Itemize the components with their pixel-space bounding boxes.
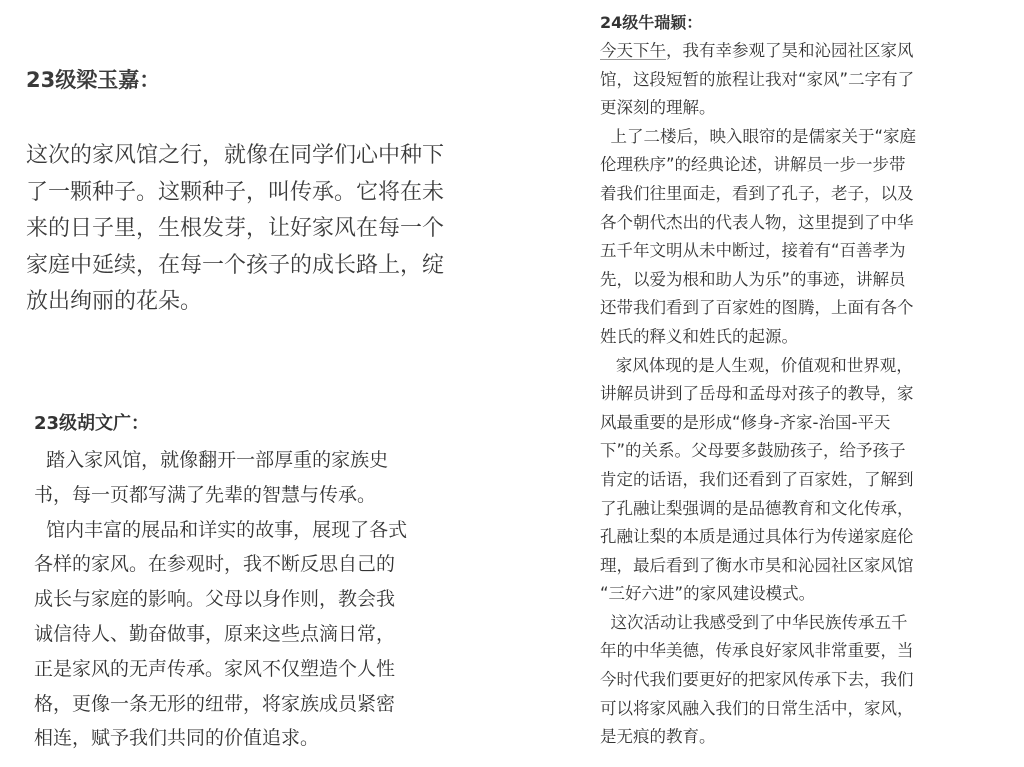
text-line: 这次的家风馆之行，就像在同学们心中种下 bbox=[26, 143, 445, 168]
text-line: 放出绚丽的花朵。 bbox=[26, 289, 203, 314]
text-line: 成长与家庭的影响。父母以身作则，教会我 bbox=[34, 588, 396, 611]
text-line: 今时代我们要更好的把家风传承下去，我们 bbox=[600, 670, 914, 690]
text-line: 先，以爱为根和助人为乐”的事迹，讲解员 bbox=[600, 269, 906, 289]
reflection-paragraph bbox=[600, 37, 980, 752]
text-line: 是无痕的教育。 bbox=[600, 727, 716, 747]
reflection-hu-wenguang bbox=[34, 409, 484, 756]
text-line: 年的中华美德，传承良好家风非常重要，当 bbox=[600, 641, 914, 661]
text-line: 正是家风的无声传承。家风不仅塑造个人性 bbox=[34, 657, 396, 680]
text-line: ，我有幸参观了昊和沁园社区家风 bbox=[666, 41, 914, 60]
text-line: 更深刻的理解。 bbox=[600, 98, 716, 118]
text-line: 姓氏的释义和姓氏的起源。 bbox=[600, 326, 798, 346]
text-line: 了孔融让梨强调的是品德教育和文化传承， bbox=[600, 498, 914, 518]
text-line: 诚信待人、勤奋做事，原来这些点滴日常， bbox=[34, 622, 396, 645]
text-line: 相连，赋予我们共同的价值追求。 bbox=[34, 727, 320, 750]
text-line: 各个朝代杰出的代表人物，这里提到了中华 bbox=[600, 212, 914, 232]
text-line: 风最重要的是形成“修身-齐家-治国-平天 bbox=[600, 412, 891, 432]
text-line: 这次活动让我感受到了中华民族传承五千 bbox=[600, 612, 908, 632]
text-line: 来的日子里，生根发芽，让好家风在每一个 bbox=[26, 216, 445, 241]
text-line: 可以将家风融入我们的日常生活中，家风， bbox=[600, 698, 914, 718]
text-line: 书，每一页都写满了先辈的智慧与传承。 bbox=[34, 483, 377, 506]
text-line: 伦理秩序”的经典论述，讲解员一步一步带 bbox=[600, 155, 906, 175]
reflection-liang-yujia bbox=[26, 64, 506, 321]
text-line: 肯定的话语，我们还看到了百家姓，了解到 bbox=[600, 469, 914, 489]
text-line: 格，更像一条无形的纽带，将家族成员紧密 bbox=[34, 692, 396, 715]
text-line: 下”的关系。父母要多鼓励孩子，给予孩子 bbox=[600, 441, 906, 461]
text-line: 孔融让梨的本质是通过具体行为传递家庭伦 bbox=[600, 527, 914, 547]
text-line: 家风体现的是人生观，价值观和世界观， bbox=[600, 355, 913, 375]
text-line: 五千年文明从未中断过，接着有“百善孝为 bbox=[600, 241, 906, 261]
reflection-niu-ruiying bbox=[600, 10, 980, 752]
text-line: 馆内丰富的展品和详实的故事，展现了各式 bbox=[34, 518, 408, 541]
text-line: 上了二楼后，映入眼帘的是儒家关于“家庭 bbox=[600, 126, 917, 146]
reflection-paragraph bbox=[26, 138, 506, 321]
author-title: 23级梁玉嘉： bbox=[26, 68, 161, 92]
underlined-text: 今天下午 bbox=[600, 41, 666, 60]
author-title: 24级牛瑞颖： bbox=[600, 13, 703, 32]
text-line: 踏入家风馆，就像翻开一部厚重的家族史 bbox=[34, 449, 389, 471]
text-line: 家庭中延续，在每一个孩子的成长路上，绽 bbox=[26, 252, 445, 278]
text-line: 各样的家风。在参观时，我不断反思自己的 bbox=[34, 553, 396, 576]
text-line: 着我们往里面走，看到了孔子，老子，以及 bbox=[600, 183, 914, 203]
text-line: 了一颗种子。这颗种子，叫传承。它将在未 bbox=[26, 179, 445, 205]
author-title: 23级胡文广： bbox=[34, 413, 150, 434]
text-line: 馆，这段短暂的旅程让我对“家风”二字有了 bbox=[600, 69, 915, 89]
text-line: 理，最后看到了衡水市昊和沁园社区家风馆 bbox=[600, 555, 914, 575]
text-line: 讲解员讲到了岳母和孟母对孩子的教导，家 bbox=[600, 384, 914, 404]
text-line: 还带我们看到了百家姓的图腾，上面有各个 bbox=[600, 298, 914, 318]
reflection-paragraph bbox=[34, 443, 484, 756]
text-line: “三好六进”的家风建设模式。 bbox=[600, 584, 816, 604]
